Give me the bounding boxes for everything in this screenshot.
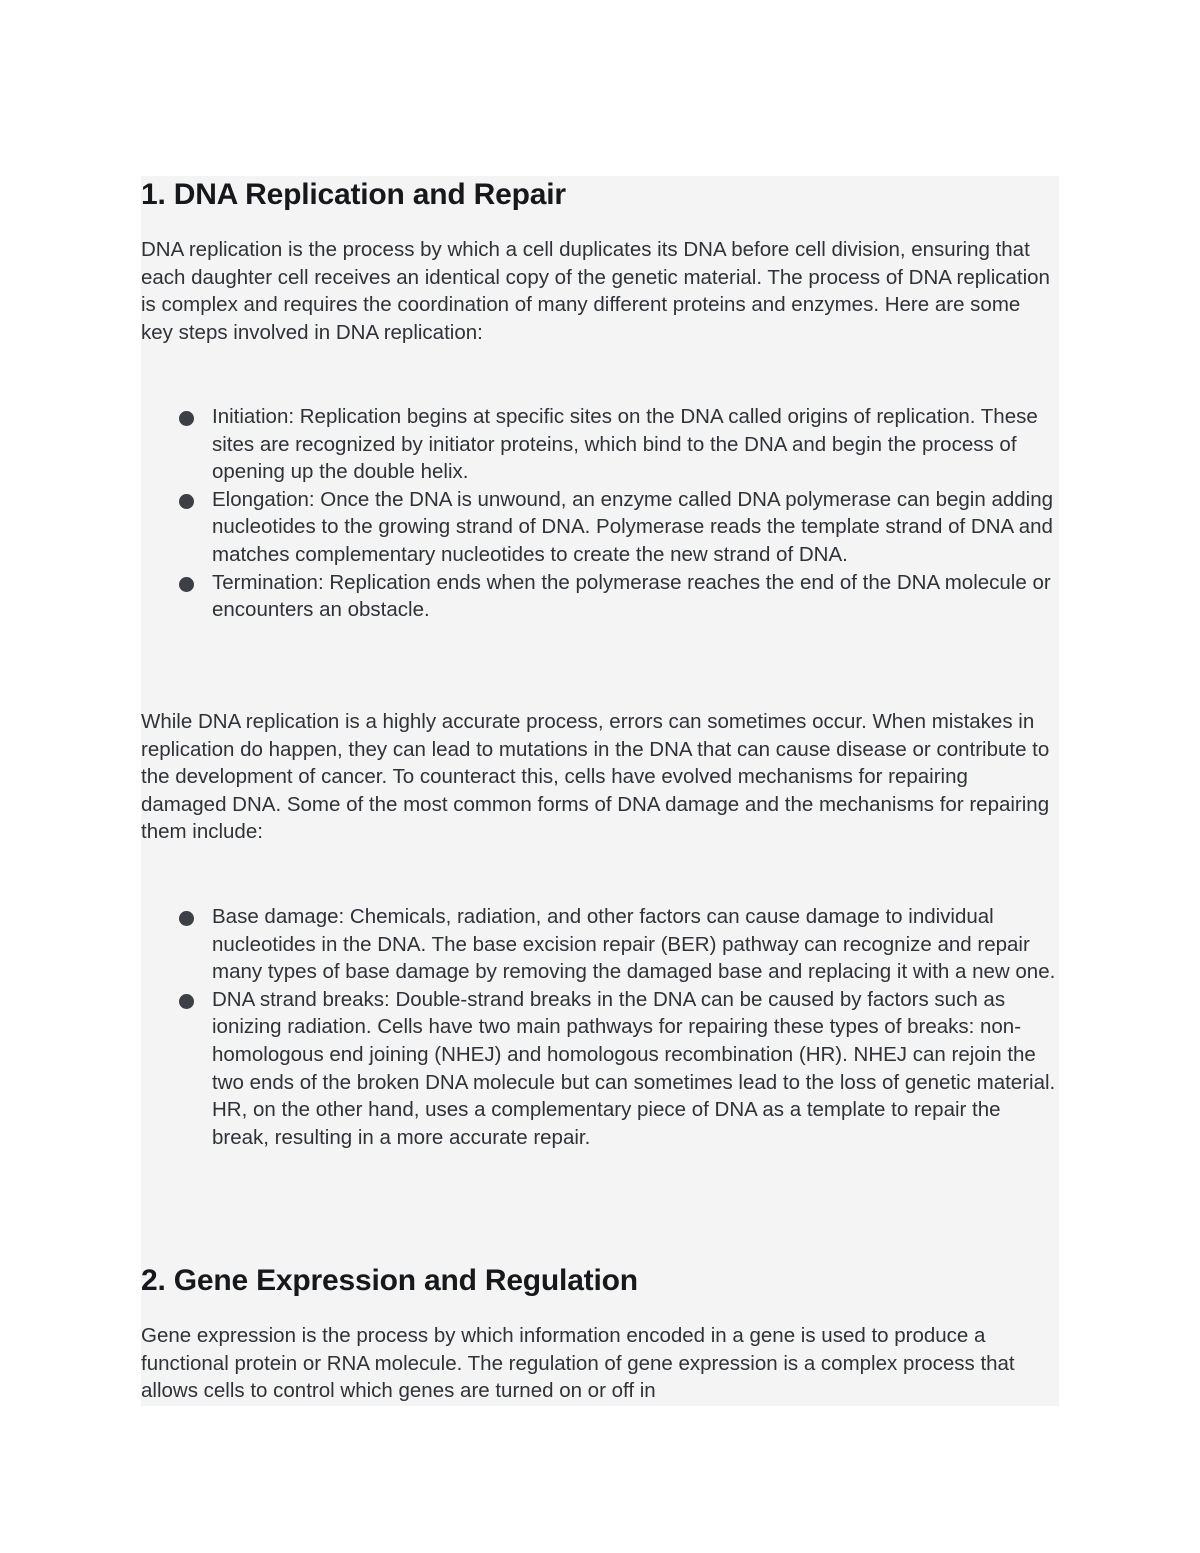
bullet-icon — [179, 994, 194, 1009]
bullet-icon — [179, 577, 194, 592]
list-item — [176, 569, 1057, 624]
repair-intro-paragraph: While DNA replication is a highly accurate process, errors can sometimes occur. When mistakes in replication do happen, they can lead to mutations in the DNA that can cause disease or contribute to the development of cancer. To counteract this, cells have evolved mechanisms for repairing damaged DNA. Some of the most common forms of DNA damage and the mechanisms for repairing them include: — [141, 710, 1050, 844]
repair-mechanisms-list — [176, 900, 1057, 1205]
section-2-intro-paragraph: Gene expression is the process by which information encoded in a gene is used to produce a functional protein or RNA molecule. The regulation of gene expression is a complex process that allows cells to control which genes are turned on or off in — [141, 1324, 1015, 1403]
section-1-heading: 1. DNA Replication and Repair — [141, 178, 566, 211]
list-item-text: Termination: Replication ends when the polymerase reaches the end of the DNA molecule or encounters an obstacle. — [212, 570, 1051, 622]
list-item — [176, 486, 1057, 569]
list-item — [176, 986, 1057, 1152]
section-2-heading: 2. Gene Expression and Regulation — [141, 1264, 638, 1297]
replication-steps-list — [176, 400, 1057, 652]
list-item-text: DNA strand breaks: Double-strand breaks in the DNA can be caused by factors such as ionizing radiation. Cells have two main pathways for repairing these types of breaks: non-homologous end joining (NHEJ) and homologous recombination (HR). NHEJ can rejoin the two ends of the broken DNA molecule but can sometimes lead to the loss of genetic material. HR, on the other hand, uses a complementary piece of DNA as a template to repair the break, resulting in a more accurate repair. — [212, 987, 1056, 1149]
bullet-icon — [179, 494, 194, 509]
list-item-text: Base damage: Chemicals, radiation, and other factors can cause damage to individual nucleotides in the DNA. The base excision repair (BER) pathway can recognize and repair many types of base damage by removing the damaged base and replacing it with a new one. — [212, 905, 1056, 984]
bullet-icon — [179, 911, 194, 926]
list-item-text: Initiation: Replication begins at specific sites on the DNA called origins of replication. These sites are recognized by initiator proteins, which bind to the DNA and begin the process of opening up the double helix. — [212, 405, 1038, 484]
list-item — [176, 403, 1057, 486]
list-item-text: Elongation: Once the DNA is unwound, an enzyme called DNA polymerase can begin adding nucleotides to the growing strand of DNA. Polymerase reads the template strand of DNA and matches complementary nucleotides to create the new strand of DNA. — [212, 487, 1054, 566]
section-1-intro-paragraph: DNA replication is the process by which a cell duplicates its DNA before cell division, ensuring that each daughter cell receives an identical copy of the genetic material. The process of DNA replication is complex and requires the coordination of many different proteins and enzymes. Here are some key steps involved in DNA replication: — [141, 238, 1050, 344]
bullet-icon — [179, 411, 194, 426]
list-item — [176, 903, 1057, 986]
